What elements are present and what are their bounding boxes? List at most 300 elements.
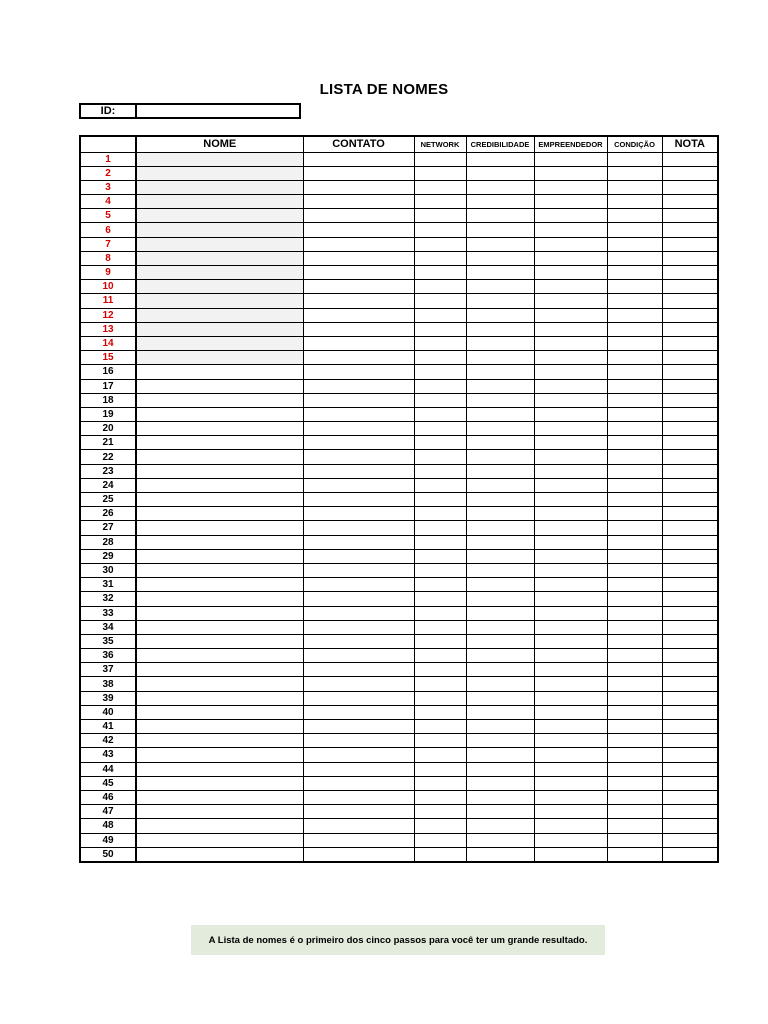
condicao-cell[interactable] (607, 535, 662, 549)
network-cell[interactable] (414, 620, 466, 634)
nota-cell[interactable] (662, 166, 718, 180)
credibilidade-cell[interactable] (466, 280, 534, 294)
condicao-cell[interactable] (607, 180, 662, 194)
condicao-cell[interactable] (607, 776, 662, 790)
nome-cell[interactable] (136, 251, 303, 265)
contato-cell[interactable] (303, 407, 414, 421)
nota-cell[interactable] (662, 819, 718, 833)
empreendedor-cell[interactable] (534, 720, 607, 734)
nome-cell[interactable] (136, 734, 303, 748)
network-cell[interactable] (414, 819, 466, 833)
condicao-cell[interactable] (607, 720, 662, 734)
network-cell[interactable] (414, 705, 466, 719)
condicao-cell[interactable] (607, 606, 662, 620)
contato-cell[interactable] (303, 152, 414, 166)
empreendedor-cell[interactable] (534, 521, 607, 535)
contato-cell[interactable] (303, 351, 414, 365)
condicao-cell[interactable] (607, 549, 662, 563)
network-cell[interactable] (414, 493, 466, 507)
nome-cell[interactable] (136, 634, 303, 648)
empreendedor-cell[interactable] (534, 493, 607, 507)
network-cell[interactable] (414, 450, 466, 464)
nota-cell[interactable] (662, 436, 718, 450)
contato-cell[interactable] (303, 720, 414, 734)
credibilidade-cell[interactable] (466, 251, 534, 265)
condicao-cell[interactable] (607, 734, 662, 748)
network-cell[interactable] (414, 521, 466, 535)
nome-cell[interactable] (136, 720, 303, 734)
empreendedor-cell[interactable] (534, 734, 607, 748)
nota-cell[interactable] (662, 762, 718, 776)
condicao-cell[interactable] (607, 649, 662, 663)
nota-cell[interactable] (662, 606, 718, 620)
empreendedor-cell[interactable] (534, 464, 607, 478)
nome-cell[interactable] (136, 677, 303, 691)
network-cell[interactable] (414, 592, 466, 606)
nota-cell[interactable] (662, 209, 718, 223)
condicao-cell[interactable] (607, 847, 662, 862)
nota-cell[interactable] (662, 720, 718, 734)
nota-cell[interactable] (662, 790, 718, 804)
condicao-cell[interactable] (607, 620, 662, 634)
condicao-cell[interactable] (607, 450, 662, 464)
credibilidade-cell[interactable] (466, 606, 534, 620)
credibilidade-cell[interactable] (466, 478, 534, 492)
contato-cell[interactable] (303, 748, 414, 762)
credibilidade-cell[interactable] (466, 351, 534, 365)
network-cell[interactable] (414, 549, 466, 563)
empreendedor-cell[interactable] (534, 166, 607, 180)
nome-cell[interactable] (136, 266, 303, 280)
condicao-cell[interactable] (607, 790, 662, 804)
nome-cell[interactable] (136, 776, 303, 790)
empreendedor-cell[interactable] (534, 535, 607, 549)
nota-cell[interactable] (662, 691, 718, 705)
nota-cell[interactable] (662, 322, 718, 336)
contato-cell[interactable] (303, 762, 414, 776)
network-cell[interactable] (414, 535, 466, 549)
contato-cell[interactable] (303, 322, 414, 336)
nome-cell[interactable] (136, 195, 303, 209)
contato-cell[interactable] (303, 833, 414, 847)
condicao-cell[interactable] (607, 322, 662, 336)
credibilidade-cell[interactable] (466, 436, 534, 450)
credibilidade-cell[interactable] (466, 691, 534, 705)
contato-cell[interactable] (303, 805, 414, 819)
empreendedor-cell[interactable] (534, 748, 607, 762)
empreendedor-cell[interactable] (534, 592, 607, 606)
condicao-cell[interactable] (607, 336, 662, 350)
contato-cell[interactable] (303, 223, 414, 237)
condicao-cell[interactable] (607, 422, 662, 436)
contato-cell[interactable] (303, 365, 414, 379)
empreendedor-cell[interactable] (534, 336, 607, 350)
contato-cell[interactable] (303, 166, 414, 180)
nota-cell[interactable] (662, 152, 718, 166)
credibilidade-cell[interactable] (466, 720, 534, 734)
nome-cell[interactable] (136, 521, 303, 535)
contato-cell[interactable] (303, 308, 414, 322)
nome-cell[interactable] (136, 152, 303, 166)
condicao-cell[interactable] (607, 762, 662, 776)
network-cell[interactable] (414, 322, 466, 336)
contato-cell[interactable] (303, 578, 414, 592)
nome-cell[interactable] (136, 209, 303, 223)
nota-cell[interactable] (662, 180, 718, 194)
nome-cell[interactable] (136, 308, 303, 322)
nota-cell[interactable] (662, 705, 718, 719)
contato-cell[interactable] (303, 734, 414, 748)
contato-cell[interactable] (303, 237, 414, 251)
network-cell[interactable] (414, 663, 466, 677)
empreendedor-cell[interactable] (534, 578, 607, 592)
contato-cell[interactable] (303, 209, 414, 223)
empreendedor-cell[interactable] (534, 634, 607, 648)
empreendedor-cell[interactable] (534, 152, 607, 166)
condicao-cell[interactable] (607, 507, 662, 521)
credibilidade-cell[interactable] (466, 166, 534, 180)
credibilidade-cell[interactable] (466, 308, 534, 322)
nota-cell[interactable] (662, 833, 718, 847)
credibilidade-cell[interactable] (466, 705, 534, 719)
credibilidade-cell[interactable] (466, 819, 534, 833)
empreendedor-cell[interactable] (534, 280, 607, 294)
network-cell[interactable] (414, 762, 466, 776)
condicao-cell[interactable] (607, 365, 662, 379)
network-cell[interactable] (414, 407, 466, 421)
network-cell[interactable] (414, 379, 466, 393)
network-cell[interactable] (414, 578, 466, 592)
credibilidade-cell[interactable] (466, 450, 534, 464)
credibilidade-cell[interactable] (466, 507, 534, 521)
nome-cell[interactable] (136, 393, 303, 407)
condicao-cell[interactable] (607, 251, 662, 265)
credibilidade-cell[interactable] (466, 209, 534, 223)
credibilidade-cell[interactable] (466, 663, 534, 677)
credibilidade-cell[interactable] (466, 493, 534, 507)
network-cell[interactable] (414, 195, 466, 209)
network-cell[interactable] (414, 308, 466, 322)
nome-cell[interactable] (136, 507, 303, 521)
empreendedor-cell[interactable] (534, 705, 607, 719)
nota-cell[interactable] (662, 521, 718, 535)
nota-cell[interactable] (662, 223, 718, 237)
nota-cell[interactable] (662, 365, 718, 379)
nome-cell[interactable] (136, 805, 303, 819)
network-cell[interactable] (414, 237, 466, 251)
empreendedor-cell[interactable] (534, 322, 607, 336)
contato-cell[interactable] (303, 493, 414, 507)
empreendedor-cell[interactable] (534, 351, 607, 365)
contato-cell[interactable] (303, 266, 414, 280)
credibilidade-cell[interactable] (466, 266, 534, 280)
contato-cell[interactable] (303, 521, 414, 535)
nome-cell[interactable] (136, 790, 303, 804)
network-cell[interactable] (414, 294, 466, 308)
nota-cell[interactable] (662, 393, 718, 407)
network-cell[interactable] (414, 734, 466, 748)
nota-cell[interactable] (662, 748, 718, 762)
nome-cell[interactable] (136, 379, 303, 393)
credibilidade-cell[interactable] (466, 195, 534, 209)
network-cell[interactable] (414, 478, 466, 492)
nome-cell[interactable] (136, 691, 303, 705)
empreendedor-cell[interactable] (534, 563, 607, 577)
empreendedor-cell[interactable] (534, 251, 607, 265)
nome-cell[interactable] (136, 535, 303, 549)
credibilidade-cell[interactable] (466, 521, 534, 535)
nome-cell[interactable] (136, 322, 303, 336)
nome-cell[interactable] (136, 436, 303, 450)
contato-cell[interactable] (303, 790, 414, 804)
condicao-cell[interactable] (607, 464, 662, 478)
credibilidade-cell[interactable] (466, 407, 534, 421)
empreendedor-cell[interactable] (534, 365, 607, 379)
credibilidade-cell[interactable] (466, 237, 534, 251)
network-cell[interactable] (414, 393, 466, 407)
network-cell[interactable] (414, 634, 466, 648)
condicao-cell[interactable] (607, 592, 662, 606)
network-cell[interactable] (414, 422, 466, 436)
nota-cell[interactable] (662, 464, 718, 478)
contato-cell[interactable] (303, 393, 414, 407)
contato-cell[interactable] (303, 776, 414, 790)
condicao-cell[interactable] (607, 677, 662, 691)
empreendedor-cell[interactable] (534, 308, 607, 322)
contato-cell[interactable] (303, 705, 414, 719)
network-cell[interactable] (414, 847, 466, 862)
nota-cell[interactable] (662, 634, 718, 648)
contato-cell[interactable] (303, 634, 414, 648)
nota-cell[interactable] (662, 308, 718, 322)
nome-cell[interactable] (136, 280, 303, 294)
nome-cell[interactable] (136, 606, 303, 620)
credibilidade-cell[interactable] (466, 365, 534, 379)
nome-cell[interactable] (136, 336, 303, 350)
condicao-cell[interactable] (607, 578, 662, 592)
empreendedor-cell[interactable] (534, 478, 607, 492)
nome-cell[interactable] (136, 478, 303, 492)
nota-cell[interactable] (662, 847, 718, 862)
condicao-cell[interactable] (607, 266, 662, 280)
nome-cell[interactable] (136, 847, 303, 862)
contato-cell[interactable] (303, 422, 414, 436)
contato-cell[interactable] (303, 379, 414, 393)
nome-cell[interactable] (136, 762, 303, 776)
empreendedor-cell[interactable] (534, 833, 607, 847)
contato-cell[interactable] (303, 620, 414, 634)
nota-cell[interactable] (662, 649, 718, 663)
network-cell[interactable] (414, 336, 466, 350)
network-cell[interactable] (414, 280, 466, 294)
contato-cell[interactable] (303, 478, 414, 492)
nota-cell[interactable] (662, 351, 718, 365)
contato-cell[interactable] (303, 251, 414, 265)
network-cell[interactable] (414, 266, 466, 280)
contato-cell[interactable] (303, 464, 414, 478)
contato-cell[interactable] (303, 847, 414, 862)
credibilidade-cell[interactable] (466, 379, 534, 393)
nota-cell[interactable] (662, 776, 718, 790)
nome-cell[interactable] (136, 450, 303, 464)
nome-cell[interactable] (136, 549, 303, 563)
network-cell[interactable] (414, 209, 466, 223)
empreendedor-cell[interactable] (534, 805, 607, 819)
network-cell[interactable] (414, 166, 466, 180)
nota-cell[interactable] (662, 563, 718, 577)
condicao-cell[interactable] (607, 691, 662, 705)
contato-cell[interactable] (303, 606, 414, 620)
network-cell[interactable] (414, 351, 466, 365)
condicao-cell[interactable] (607, 393, 662, 407)
empreendedor-cell[interactable] (534, 195, 607, 209)
nome-cell[interactable] (136, 833, 303, 847)
nota-cell[interactable] (662, 478, 718, 492)
condicao-cell[interactable] (607, 493, 662, 507)
empreendedor-cell[interactable] (534, 677, 607, 691)
network-cell[interactable] (414, 563, 466, 577)
condicao-cell[interactable] (607, 748, 662, 762)
nome-cell[interactable] (136, 649, 303, 663)
nota-cell[interactable] (662, 507, 718, 521)
credibilidade-cell[interactable] (466, 620, 534, 634)
condicao-cell[interactable] (607, 294, 662, 308)
contato-cell[interactable] (303, 691, 414, 705)
nota-cell[interactable] (662, 195, 718, 209)
empreendedor-cell[interactable] (534, 762, 607, 776)
condicao-cell[interactable] (607, 521, 662, 535)
contato-cell[interactable] (303, 336, 414, 350)
empreendedor-cell[interactable] (534, 663, 607, 677)
empreendedor-cell[interactable] (534, 379, 607, 393)
credibilidade-cell[interactable] (466, 152, 534, 166)
network-cell[interactable] (414, 691, 466, 705)
contato-cell[interactable] (303, 294, 414, 308)
empreendedor-cell[interactable] (534, 776, 607, 790)
nome-cell[interactable] (136, 422, 303, 436)
condicao-cell[interactable] (607, 407, 662, 421)
condicao-cell[interactable] (607, 152, 662, 166)
nota-cell[interactable] (662, 407, 718, 421)
credibilidade-cell[interactable] (466, 464, 534, 478)
network-cell[interactable] (414, 748, 466, 762)
nota-cell[interactable] (662, 677, 718, 691)
nome-cell[interactable] (136, 166, 303, 180)
credibilidade-cell[interactable] (466, 776, 534, 790)
nota-cell[interactable] (662, 805, 718, 819)
nome-cell[interactable] (136, 223, 303, 237)
empreendedor-cell[interactable] (534, 422, 607, 436)
empreendedor-cell[interactable] (534, 450, 607, 464)
credibilidade-cell[interactable] (466, 322, 534, 336)
condicao-cell[interactable] (607, 436, 662, 450)
nome-cell[interactable] (136, 464, 303, 478)
nome-cell[interactable] (136, 365, 303, 379)
credibilidade-cell[interactable] (466, 592, 534, 606)
credibilidade-cell[interactable] (466, 762, 534, 776)
nota-cell[interactable] (662, 379, 718, 393)
network-cell[interactable] (414, 251, 466, 265)
nome-cell[interactable] (136, 705, 303, 719)
condicao-cell[interactable] (607, 563, 662, 577)
nome-cell[interactable] (136, 663, 303, 677)
nome-cell[interactable] (136, 563, 303, 577)
nome-cell[interactable] (136, 592, 303, 606)
contato-cell[interactable] (303, 450, 414, 464)
nome-cell[interactable] (136, 237, 303, 251)
empreendedor-cell[interactable] (534, 237, 607, 251)
empreendedor-cell[interactable] (534, 407, 607, 421)
empreendedor-cell[interactable] (534, 606, 607, 620)
network-cell[interactable] (414, 776, 466, 790)
empreendedor-cell[interactable] (534, 507, 607, 521)
empreendedor-cell[interactable] (534, 209, 607, 223)
contato-cell[interactable] (303, 180, 414, 194)
nota-cell[interactable] (662, 422, 718, 436)
credibilidade-cell[interactable] (466, 180, 534, 194)
credibilidade-cell[interactable] (466, 847, 534, 862)
nome-cell[interactable] (136, 294, 303, 308)
network-cell[interactable] (414, 720, 466, 734)
contato-cell[interactable] (303, 535, 414, 549)
network-cell[interactable] (414, 180, 466, 194)
network-cell[interactable] (414, 649, 466, 663)
nota-cell[interactable] (662, 663, 718, 677)
nome-cell[interactable] (136, 493, 303, 507)
network-cell[interactable] (414, 805, 466, 819)
condicao-cell[interactable] (607, 634, 662, 648)
empreendedor-cell[interactable] (534, 649, 607, 663)
nota-cell[interactable] (662, 549, 718, 563)
condicao-cell[interactable] (607, 280, 662, 294)
credibilidade-cell[interactable] (466, 535, 534, 549)
nota-cell[interactable] (662, 620, 718, 634)
credibilidade-cell[interactable] (466, 422, 534, 436)
contato-cell[interactable] (303, 819, 414, 833)
nota-cell[interactable] (662, 336, 718, 350)
network-cell[interactable] (414, 464, 466, 478)
contato-cell[interactable] (303, 677, 414, 691)
condicao-cell[interactable] (607, 663, 662, 677)
condicao-cell[interactable] (607, 478, 662, 492)
condicao-cell[interactable] (607, 819, 662, 833)
contato-cell[interactable] (303, 195, 414, 209)
nome-cell[interactable] (136, 620, 303, 634)
nota-cell[interactable] (662, 734, 718, 748)
credibilidade-cell[interactable] (466, 393, 534, 407)
condicao-cell[interactable] (607, 209, 662, 223)
nome-cell[interactable] (136, 578, 303, 592)
empreendedor-cell[interactable] (534, 790, 607, 804)
network-cell[interactable] (414, 606, 466, 620)
condicao-cell[interactable] (607, 237, 662, 251)
empreendedor-cell[interactable] (534, 180, 607, 194)
empreendedor-cell[interactable] (534, 393, 607, 407)
network-cell[interactable] (414, 790, 466, 804)
network-cell[interactable] (414, 365, 466, 379)
nota-cell[interactable] (662, 237, 718, 251)
empreendedor-cell[interactable] (534, 847, 607, 862)
credibilidade-cell[interactable] (466, 549, 534, 563)
nota-cell[interactable] (662, 266, 718, 280)
nota-cell[interactable] (662, 493, 718, 507)
nome-cell[interactable] (136, 180, 303, 194)
network-cell[interactable] (414, 436, 466, 450)
empreendedor-cell[interactable] (534, 819, 607, 833)
condicao-cell[interactable] (607, 166, 662, 180)
credibilidade-cell[interactable] (466, 649, 534, 663)
empreendedor-cell[interactable] (534, 436, 607, 450)
